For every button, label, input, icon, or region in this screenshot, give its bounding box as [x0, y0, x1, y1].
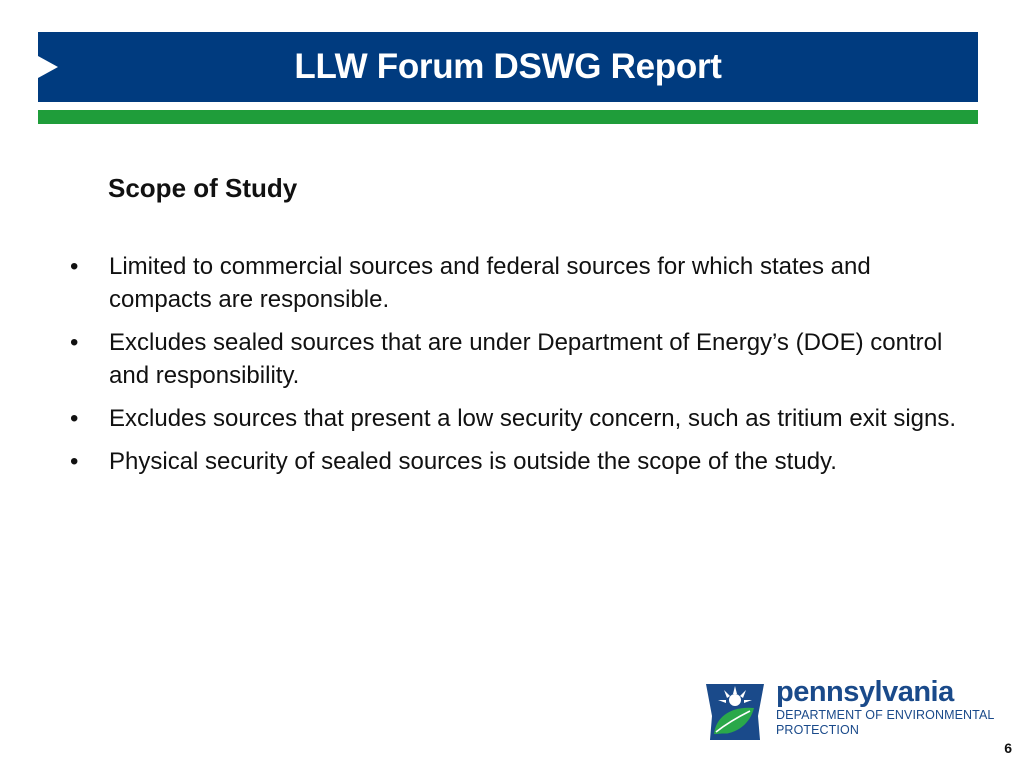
keystone-leaf-icon — [702, 676, 768, 744]
bullet-marker: • — [70, 253, 79, 280]
bullet-text: Excludes sealed sources that are under Department of Energy’s (DOE) control and responsibility. — [109, 329, 943, 389]
bullet-marker: • — [70, 329, 79, 356]
title-bar — [38, 32, 978, 102]
section-heading: Scope of Study — [108, 173, 298, 203]
logo-name: pennsylvania — [776, 676, 954, 708]
bullet-item — [70, 326, 970, 392]
logo-text — [776, 676, 994, 738]
bullet-item — [70, 250, 970, 316]
bullet-text: Physical security of sealed sources is outside the scope of the study. — [109, 448, 837, 475]
bullet-text: Excludes sources that present a low security concern, such as tritium exit signs. — [109, 405, 957, 432]
bullet-item — [70, 402, 970, 435]
page-number: 6 — [1004, 740, 1012, 756]
bullet-marker: • — [70, 405, 79, 432]
bullet-item — [70, 445, 970, 478]
bullet-marker: • — [70, 448, 79, 475]
slide-title: LLW Forum DSWG Report — [294, 47, 722, 86]
pa-dep-logo — [702, 676, 1002, 748]
title-arrow-icon — [38, 56, 58, 78]
bullet-text: Limited to commercial sources and federal sources for which states and compacts are responsible. — [109, 253, 871, 313]
logo-department-line2: PROTECTION — [776, 723, 859, 737]
bullet-list — [70, 250, 970, 488]
logo-department-line1: DEPARTMENT OF ENVIRONMENTAL — [776, 708, 995, 722]
accent-divider — [38, 110, 978, 124]
